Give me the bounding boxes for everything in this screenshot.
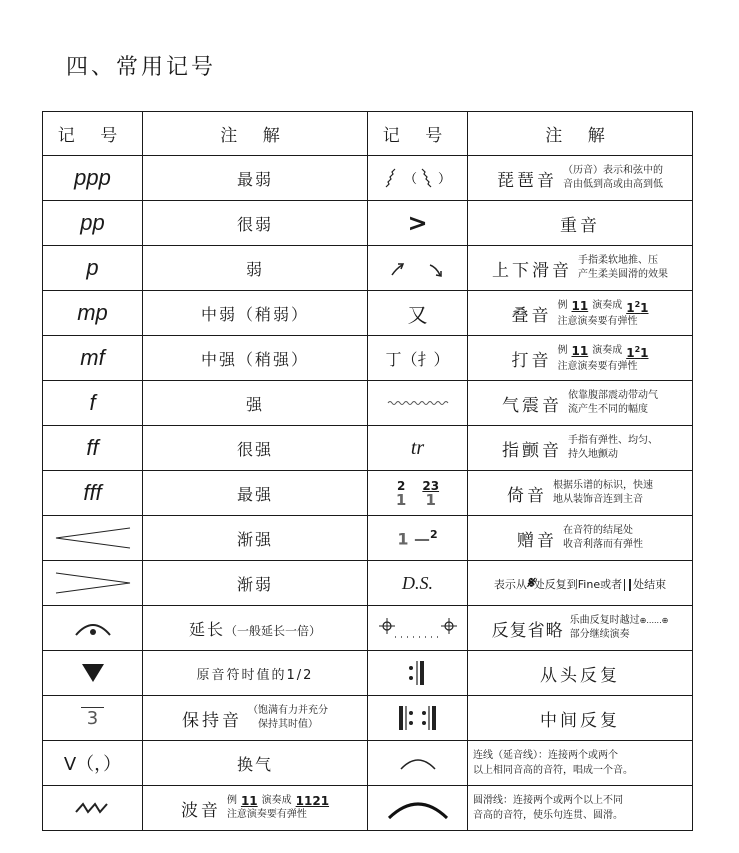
breath-vibrato-icon [378,393,458,413]
table-row [43,246,693,291]
technique-name: 指颤音 [502,440,562,461]
meaning-cell: 中强（稍强） [143,336,368,381]
symbol-cell [43,156,143,201]
example-grace: 2 [634,344,641,354]
symbol-cell [368,336,468,381]
dynamic-symbol: ff [86,435,99,460]
svg-text:（: （ [403,172,417,187]
example-note: 1 [626,300,635,315]
note-line: 以上相同音高的音符，唱成一个音。 [473,765,633,776]
example-label: 例 [226,795,237,806]
meaning-cell: 从头反复 [468,651,693,696]
symbol-cell [368,291,468,336]
note-line: 连线（延音线）：连接两个或两个 [473,750,618,761]
table-row [43,291,693,336]
description-text: 处反复到Fine或者 [533,578,623,591]
technique-name: 倚音 [507,485,547,506]
symbol-cell [368,606,468,651]
symbol-cell [43,336,143,381]
note-line: 保持其时值） [258,719,318,730]
symbol-cell [43,516,143,561]
table-row [43,336,693,381]
table-row [43,696,693,741]
meaning-main: 波音 [180,800,221,821]
example-result [626,343,648,360]
example-label: 例 [557,300,568,311]
note-line: 根据乐谱的标识，快速 [553,480,653,491]
table-header [43,112,693,156]
decrescendo-icon [48,568,138,598]
trill-symbol: tr [410,436,425,459]
note-line: 音由低到高或由高到低 [563,179,663,190]
dynamic-symbol: mp [77,300,108,325]
meaning-cell: 原音符时值的1/2 [143,651,368,696]
symbol-cell [368,741,468,786]
note-line: 依靠腹部震动带动气 [568,390,658,401]
symbol-cell [43,426,143,471]
strike-symbol: 丁（扌） [385,349,450,369]
dynamic-symbol: pp [80,210,105,235]
symbol-cell [43,786,143,831]
example-original: 11 [240,794,258,808]
table-row [43,561,693,606]
header-meaning: 注 解 [143,112,368,156]
technique-name: 赠音 [517,530,557,551]
dal-segno-description [468,573,692,593]
technique-name: 琵琶音 [497,170,557,191]
symbol-cell [368,381,468,426]
symbol-cell [43,381,143,426]
table-row [43,786,693,831]
meaning-cell [468,741,693,786]
meaning-cell: 渐弱 [143,561,368,606]
accent-symbol: > [407,209,428,237]
description-text: 处结束 [633,578,667,591]
meaning-cell [468,561,693,606]
meaning-cell: 换气 [143,741,368,786]
grace-note-symbols [368,479,467,507]
dynamic-symbol: f [89,390,96,415]
grace-symbol: 又 [407,302,428,327]
meaning-cell: 最强 [143,471,368,516]
example-label: 演奏成 [261,795,292,806]
note-line: （饱满有力并充分 [248,705,328,716]
note-line: 地从装饰音连到主音 [553,494,643,505]
technique-name: 气震音 [502,395,562,416]
symbol-cell [43,561,143,606]
symbol-cell [43,471,143,516]
meaning-main: 延长 [188,619,225,639]
grace-main: 1 [425,491,436,509]
coda-dots-icon: ⊕......⊕ [639,616,669,625]
meaning-cell [468,426,693,471]
breath-symbol: V（，） [63,754,122,775]
half-value-triangle-icon [78,660,108,686]
symbol-cell [43,291,143,336]
note-line: （历音）表示和弦中的 [563,165,663,176]
header-symbol: 记 号 [368,112,468,156]
note-line: 流产生不同的幅度 [568,404,648,415]
coda-skip-icon [373,613,463,643]
symbol-cell [368,156,468,201]
meaning-cell [468,606,693,651]
example-label: 演奏成 [592,345,623,356]
symbol-cell [43,651,143,696]
example-result: 1121 [295,794,330,808]
technique-name: 上下滑音 [492,260,572,281]
note-line: 手指有弹性、均匀、 [568,435,658,446]
note-line: 圆滑线：连接两个或两个以上不同 [473,795,623,806]
crescendo-icon [48,523,138,553]
meaning-cell [468,381,693,426]
meaning-cell [468,156,693,201]
note-line: 注意演奏要有弹性 [226,809,307,820]
meaning-cell [468,291,693,336]
dynamic-symbol: p [86,255,99,280]
mordent-icon [68,796,118,820]
note-line: 收音利落而有弹性 [563,539,643,550]
symbol-cell [43,606,143,651]
tenuto-triplet-symbol: 3 [81,707,104,729]
meaning-cell [468,516,693,561]
meaning-cell [468,336,693,381]
dynamic-symbol: ppp [74,165,111,190]
symbol-cell [368,246,468,291]
header-meaning: 注 解 [468,112,693,156]
note-line: 注意演奏要有弹性 [557,315,638,327]
symbol-cell [368,516,468,561]
note-line: 乐曲反复时越过 [569,615,640,626]
description-text: 表示从 [493,578,527,591]
note-line: 手指柔软地推、压 [578,255,658,266]
symbol-cell [368,696,468,741]
after-note-sup: 2 [430,527,438,541]
grace-main: 1 [395,491,407,509]
meaning-cell: 很强 [143,426,368,471]
meaning-cell: 很弱 [143,201,368,246]
example-grace: 2 [634,299,641,309]
header-symbol: 记 号 [43,112,143,156]
example-label: 演奏成 [592,300,623,311]
slur-icon [383,794,453,822]
grace-top: 23 [422,479,440,493]
meaning-cell: 强 [143,381,368,426]
symbol-cell [368,201,468,246]
note-line: 在音符的结尾处 [563,525,633,536]
meaning-cell: 重音 [468,201,693,246]
fermata-icon [68,613,118,643]
meaning-cell: 中弱（稍弱） [143,291,368,336]
segno-icon: 𝄋 [526,573,534,592]
example-note: 1 [626,345,635,360]
table-row [43,201,693,246]
example-label: 例 [557,345,568,356]
example-original: 11 [571,299,589,313]
table-row [43,606,693,651]
symbol-cell [43,246,143,291]
symbol-cell [368,651,468,696]
meaning-cell: 弱 [143,246,368,291]
middle-repeat-icon [395,703,441,733]
example-note: 1 [640,345,649,360]
table-row [43,381,693,426]
meaning-cell [143,606,368,651]
symbol-cell [43,696,143,741]
arpeggio-icon [378,163,458,193]
table-row [43,651,693,696]
note-line: 部分继续演奏 [569,629,630,640]
table-row [43,156,693,201]
symbol-cell [368,471,468,516]
meaning-cell [468,246,693,291]
section-title: 四、常用记号 [66,55,217,80]
meaning-cell [143,696,368,741]
table-row [43,471,693,516]
tie-icon [393,751,443,775]
end-bar-icon [624,579,631,591]
glide-icon [378,253,458,283]
meaning-cell [143,786,368,831]
dynamic-symbol: mf [80,345,105,370]
meaning-sub: （一般延长一倍） [225,623,322,638]
example-original: 11 [571,344,589,358]
symbol-cell [43,201,143,246]
grace-top: 2 [396,479,406,493]
after-note-main: 1 — [397,529,431,549]
technique-name: 打音 [511,350,552,371]
example-note: 1 [640,300,649,315]
table-row [43,741,693,786]
symbol-cell [368,786,468,831]
symbol-cell [43,741,143,786]
table-row [43,426,693,471]
note-line: 注意演奏要有弹性 [557,360,638,372]
dynamic-symbol: fff [83,480,102,505]
symbol-cell [368,426,468,471]
meaning-cell: 中间反复 [468,696,693,741]
meaning-main: 保持音 [182,710,242,731]
note-line: 音高的音符，使乐句连贯、圆滑。 [473,810,623,821]
meaning-cell: 最弱 [143,156,368,201]
meaning-cell: 渐强 [143,516,368,561]
symbol-table [42,111,693,831]
meaning-cell [468,786,693,831]
technique-name: 反复省略 [491,620,564,641]
meaning-cell [468,471,693,516]
note-line: 产生柔美圆滑的效果 [578,269,668,280]
example-result [626,298,648,315]
dal-segno-symbol: D.S. [402,572,433,593]
note-line: 持久地颤动 [568,449,618,460]
repeat-from-start-icon [403,658,433,688]
svg-text:）: ） [437,172,451,187]
table-row [43,516,693,561]
technique-name: 叠音 [511,305,552,326]
symbol-cell [368,561,468,606]
